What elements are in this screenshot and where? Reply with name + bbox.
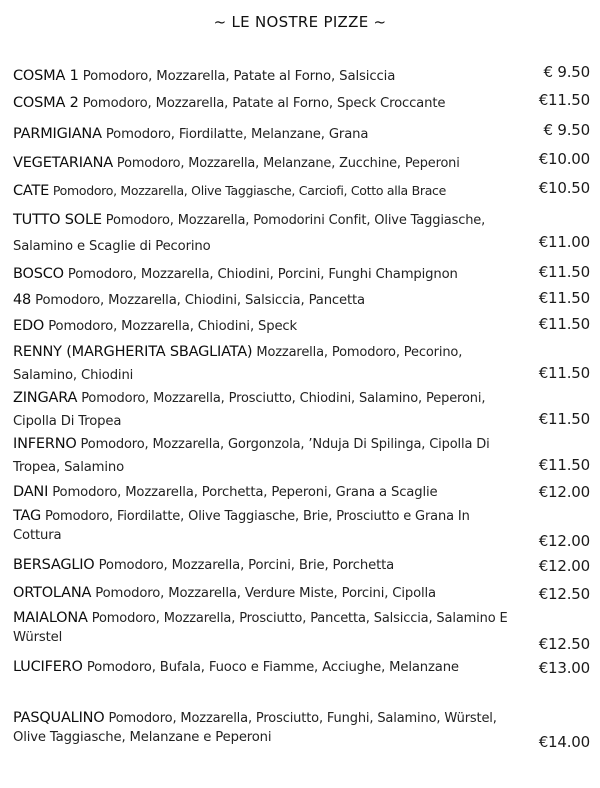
pizza-ingredients: Pomodoro, Mozzarella, Melanzane, Zucchine, Peperoni [116, 156, 460, 171]
pizza-ingredients-cont: Cipolla Di Tropea [13, 414, 122, 429]
menu-item [13, 583, 590, 604]
pizza-name: COSMA 2 [13, 95, 79, 111]
pizza-price: €14.00 [538, 733, 590, 751]
pizza-name: VEGETARIANA [13, 155, 113, 171]
pizza-name: BERSAGLIO [13, 557, 95, 573]
pizza-ingredients-cont: Cottura [13, 528, 62, 543]
menu-item [13, 482, 590, 503]
pizza-ingredients-cont: Salamino, Chiodini [13, 368, 134, 383]
pizza-name: TUTTO SOLE [13, 212, 102, 228]
pizza-price: €11.50 [538, 315, 590, 333]
pizza-price: €11.50 [538, 364, 590, 382]
menu-item [13, 290, 590, 311]
menu-item [13, 210, 590, 257]
pizza-ingredients: Mozzarella, Pomodoro, Pecorino, [256, 345, 463, 360]
pizza-name: EDO [13, 318, 45, 334]
pizza-price: €11.00 [538, 233, 590, 251]
pizza-price: €12.50 [538, 635, 590, 653]
menu-item [13, 342, 590, 386]
pizza-name: COSMA 1 [13, 68, 79, 84]
menu-item [13, 608, 590, 653]
pizza-price: €12.00 [538, 483, 590, 501]
pizza-name: RENNY (MARGHERITA SBAGLIATA) [13, 344, 253, 360]
pizza-price: €13.00 [538, 659, 590, 677]
pizza-ingredients-cont: Salamino e Scaglie di Pecorino [13, 239, 211, 254]
pizza-price: €10.00 [538, 150, 590, 168]
menu-item [13, 555, 590, 576]
pizza-name: 48 [13, 292, 32, 308]
pizza-name: ORTOLANA [13, 585, 92, 601]
menu-item [13, 506, 590, 550]
pizza-ingredients: Pomodoro, Mozzarella, Prosciutto, Funghi, Salamino, Würstel, [108, 711, 497, 726]
pizza-ingredients: Pomodoro, Mozzarella, Prosciutto, Chiodini, Salamino, Peperoni, [81, 391, 486, 406]
menu-item [13, 180, 590, 202]
menu-item [13, 316, 590, 337]
pizza-name: DANI [13, 484, 49, 500]
pizza-name: MAIALONA [13, 610, 88, 626]
menu-item [13, 93, 590, 114]
pizza-ingredients: Pomodoro, Mozzarella, Porchetta, Peperoni, Grana a Scaglie [52, 485, 438, 500]
pizza-price: €11.50 [538, 289, 590, 307]
pizza-ingredients-cont: Tropea, Salamino [13, 460, 124, 475]
pizza-price: €12.50 [538, 585, 590, 603]
pizza-name: PARMIGIANA [13, 126, 102, 142]
pizza-name: PASQUALINO [13, 710, 105, 726]
pizza-ingredients: Pomodoro, Mozzarella, Porcini, Brie, Porchetta [98, 558, 395, 573]
menu-item [13, 434, 590, 478]
pizza-ingredients: Pomodoro, Mozzarella, Chiodini, Porcini, Funghi Champignon [67, 267, 458, 282]
menu-item [13, 63, 590, 87]
pizza-name: BOSCO [13, 266, 64, 282]
pizza-name: TAG [13, 508, 42, 524]
pizza-ingredients: Pomodoro, Mozzarella, Olive Taggiasche, Carciofi, Cotto alla Brace [52, 183, 447, 198]
pizza-price: €12.00 [538, 557, 590, 575]
pizza-ingredients: Pomodoro, Fiordilatte, Melanzane, Grana [105, 127, 369, 142]
menu-item [13, 121, 590, 145]
pizza-ingredients-cont: Olive Taggiasche, Melanzane e Peperoni [13, 730, 272, 745]
pizza-name: ZINGARA [13, 390, 78, 406]
pizza-price: €11.50 [538, 91, 590, 109]
pizza-price: €10.50 [538, 179, 590, 197]
pizza-ingredients: Pomodoro, Bufala, Fuoco e Fiamme, Acciughe, Melanzane [86, 660, 459, 675]
pizza-price: € 9.50 [543, 63, 590, 81]
menu-item [13, 657, 590, 678]
pizza-ingredients-cont: Würstel [13, 630, 63, 645]
pizza-price: €11.50 [538, 263, 590, 281]
pizza-ingredients: Pomodoro, Mozzarella, Verdure Miste, Porcini, Cipolla [95, 586, 436, 601]
pizza-price: €11.50 [538, 456, 590, 474]
pizza-price: € 9.50 [543, 121, 590, 139]
menu-item [13, 708, 590, 751]
pizza-ingredients: Pomodoro, Mozzarella, Gorgonzola, ’Nduja Di Spilinga, Cipolla Di [80, 437, 490, 452]
pizza-ingredients: Pomodoro, Mozzarella, Prosciutto, Pancetta, Salsiccia, Salamino E [91, 611, 508, 626]
menu-item [13, 388, 590, 432]
pizza-price: €12.00 [538, 532, 590, 550]
menu-item [13, 264, 590, 285]
pizza-name: LUCIFERO [13, 659, 83, 675]
pizza-ingredients: Pomodoro, Mozzarella, Chiodini, Speck [48, 319, 298, 334]
pizza-name: INFERNO [13, 436, 77, 452]
pizza-price: €11.50 [538, 410, 590, 428]
menu-item [13, 150, 590, 174]
pizza-ingredients: Pomodoro, Fiordilatte, Olive Taggiasche, Brie, Prosciutto e Grana In [45, 509, 470, 524]
pizza-name: CATE [13, 183, 50, 199]
pizza-ingredients: Pomodoro, Mozzarella, Chiodini, Salsiccia, Pancetta [35, 293, 365, 308]
pizza-ingredients: Pomodoro, Mozzarella, Pomodorini Confit, Olive Taggiasche, [105, 213, 486, 228]
menu-title: ~ LE NOSTRE PIZZE ~ [213, 13, 387, 31]
pizza-ingredients: Pomodoro, Mozzarella, Patate al Forno, Salsiccia [82, 69, 396, 84]
pizza-ingredients: Pomodoro, Mozzarella, Patate al Forno, Speck Croccante [82, 96, 446, 111]
